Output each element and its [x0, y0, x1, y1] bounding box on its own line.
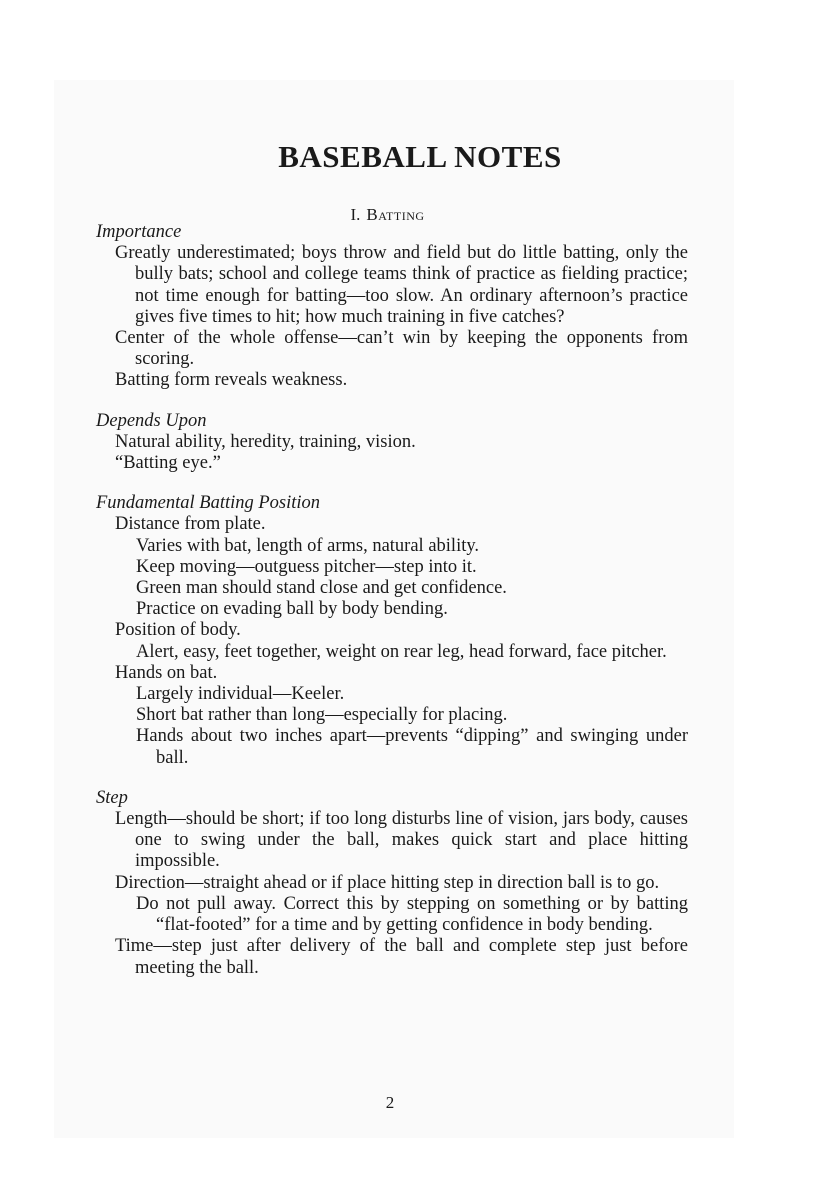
position-label: Position of body. — [115, 620, 241, 641]
section-number: I. — [350, 205, 361, 224]
page-number: 2 — [385, 1093, 395, 1112]
fundamental-position-heading: Fundamental Batting Position — [96, 493, 321, 514]
distance-item: Varies with bat, length of arms, natural ability. — [136, 535, 480, 556]
hands-item: Largely individual—Keeler. — [136, 684, 345, 705]
importance-heading: Importance — [96, 222, 182, 242]
page-title: BASEBALL NOTES — [278, 139, 562, 174]
step-heading: Step — [96, 787, 128, 808]
depends-upon-line: Natural ability, heredity, training, vision. — [115, 431, 416, 452]
distance-item: Green man should stand close and get confidence. — [136, 578, 507, 599]
step-time: Time—step just after delivery of the ball and complete step just before meeting the ball. — [115, 936, 688, 978]
importance-line: Center of the whole offense—can’t win by keeping the opponents from scoring. — [115, 328, 688, 370]
step-length: Length—should be short; if too long disturbs line of vision, jars body, causes one to swing under the ball, makes quick start and place hitting impossible. — [115, 809, 688, 872]
distance-label: Distance from plate. — [115, 514, 266, 535]
hands-item: Short bat rather than long—especially for placing. — [136, 705, 508, 726]
position-item: Alert, easy, feet together, weight on rear leg, head forward, face pitcher. — [136, 641, 667, 662]
depends-upon-line: “Batting eye.” — [115, 453, 221, 474]
depends-upon-heading: Depends Upon — [96, 410, 207, 431]
distance-item: Keep moving—outguess pitcher—step into it. — [136, 556, 477, 577]
notes-body — [96, 222, 688, 979]
importance-line: Batting form reveals weakness. — [115, 370, 348, 391]
distance-item: Practice on evading ball by body bending. — [136, 599, 448, 620]
hands-label: Hands on bat. — [115, 662, 218, 683]
section-title: Batting — [366, 205, 425, 224]
step-pull-away: Do not pull away. Correct this by stepping on something or by batting “flat-footed” for a time and by getting confidence in body bending. — [136, 893, 688, 936]
importance-line: Greatly underestimated; boys throw and field but do little batting, only the bully bats; school and college teams think of practice as fielding practice; not time enough for batting—too slow. An ordinary afternoon’s practice gives five times to hit; how much training in five catches? — [115, 243, 688, 327]
hands-item: Hands about two inches apart—prevents “dipping” and swinging under ball. — [136, 726, 688, 768]
step-direction: Direction—straight ahead or if place hitting step in direction ball is to go. — [115, 872, 660, 893]
